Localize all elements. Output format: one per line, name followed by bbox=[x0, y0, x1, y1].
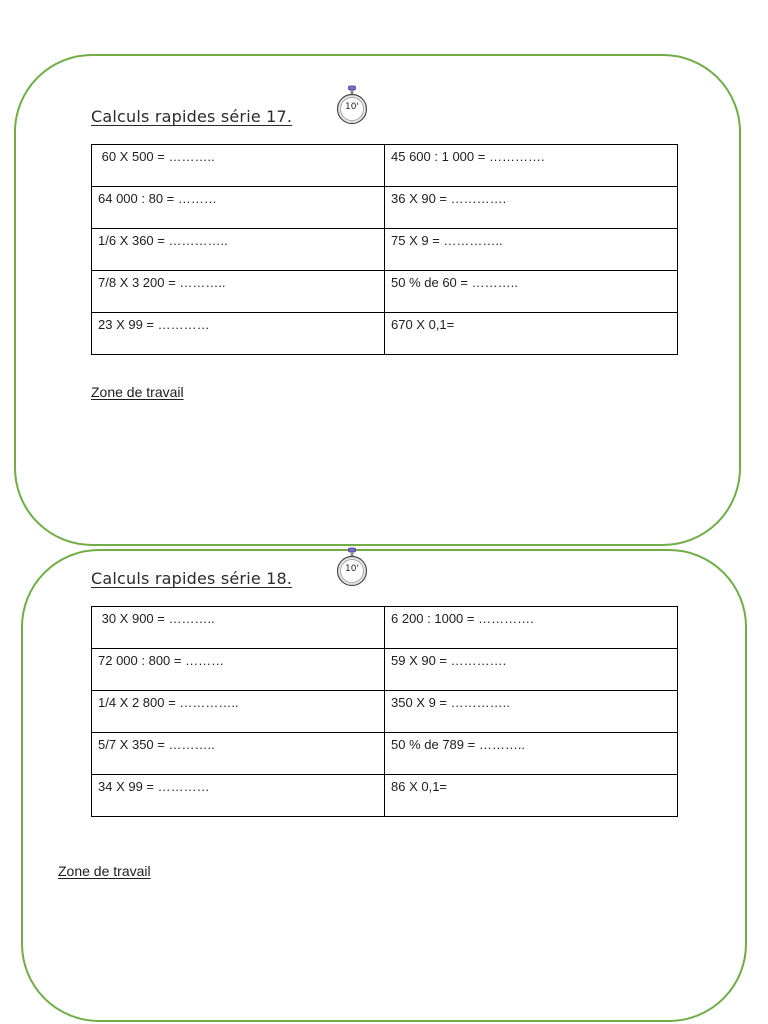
stopwatch-label: 10' bbox=[345, 102, 359, 112]
table-row bbox=[92, 691, 678, 733]
table-cell: 670 X 0,1= bbox=[385, 313, 678, 355]
table-row bbox=[92, 775, 678, 817]
table-cell: 50 % de 789 = ……….. bbox=[385, 733, 678, 775]
table-cell: 50 % de 60 = ……….. bbox=[385, 271, 678, 313]
table-cell: 59 X 90 = …………. bbox=[385, 649, 678, 691]
worksheet-title: Calculs rapides série 18. bbox=[91, 569, 293, 588]
table-row bbox=[92, 187, 678, 229]
table-cell: 34 X 99 = ………… bbox=[92, 775, 385, 817]
table-cell: 45 600 : 1 000 = …………. bbox=[385, 145, 678, 187]
table-row bbox=[92, 271, 678, 313]
table-cell: 23 X 99 = ………… bbox=[92, 313, 385, 355]
table-cell: 72 000 : 800 = ……… bbox=[92, 649, 385, 691]
table-row bbox=[92, 649, 678, 691]
work-zone-label: Zone de travail bbox=[58, 863, 151, 879]
table-cell: 1/4 X 2 800 = ………….. bbox=[92, 691, 385, 733]
table-cell: 6 200 : 1000 = …………. bbox=[385, 607, 678, 649]
calc-table bbox=[91, 606, 678, 817]
stopwatch-icon bbox=[336, 547, 368, 587]
calc-table bbox=[91, 144, 678, 355]
stopwatch-label: 10' bbox=[345, 564, 359, 574]
table-cell: 1/6 X 360 = ………….. bbox=[92, 229, 385, 271]
table-row bbox=[92, 313, 678, 355]
table-cell: 75 X 9 = ………….. bbox=[385, 229, 678, 271]
table-cell: 350 X 9 = ………….. bbox=[385, 691, 678, 733]
work-zone-label: Zone de travail bbox=[91, 384, 184, 400]
table-cell: 86 X 0,1= bbox=[385, 775, 678, 817]
worksheet-title: Calculs rapides série 17. bbox=[91, 107, 293, 126]
table-cell: 60 X 500 = ……….. bbox=[92, 145, 385, 187]
table-cell: 5/7 X 350 = ……….. bbox=[92, 733, 385, 775]
table-row bbox=[92, 607, 678, 649]
table-row bbox=[92, 733, 678, 775]
table-row bbox=[92, 229, 678, 271]
stopwatch-icon bbox=[336, 85, 368, 125]
table-cell: 64 000 : 80 = ……… bbox=[92, 187, 385, 229]
table-cell: 7/8 X 3 200 = ……….. bbox=[92, 271, 385, 313]
table-cell: 30 X 900 = ……….. bbox=[92, 607, 385, 649]
table-row bbox=[92, 145, 678, 187]
table-cell: 36 X 90 = …………. bbox=[385, 187, 678, 229]
